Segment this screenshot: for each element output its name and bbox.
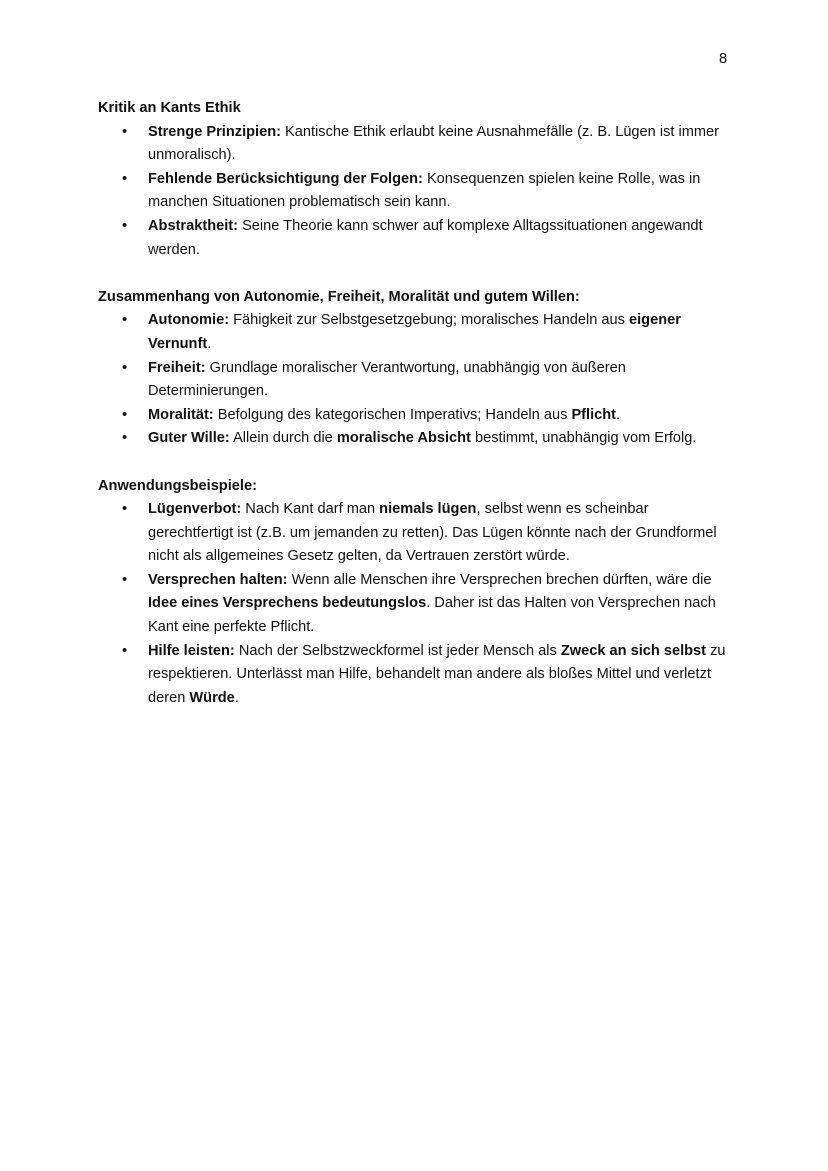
bold-text: Autonomie: <box>148 312 230 329</box>
list-item <box>98 569 738 640</box>
bold-text: Moralität: <box>148 406 214 423</box>
section-heading: Zusammenhang von Autonomie, Freiheit, Moralität und gutem Willen: <box>98 288 580 305</box>
list-item <box>98 309 738 356</box>
text: Allein durch die <box>229 430 337 447</box>
text: . Daher ist das Halten von Versprechen nach Kant eine perfekte Pflicht. <box>148 595 716 636</box>
bold-text: niemals lügen <box>379 501 477 518</box>
bold-text: Pflicht <box>571 406 617 423</box>
text: , selbst wenn es scheinbar gerechtfertigt ist (z.B. um jemanden zu retten). Das Lügen könnte nach der Grundformel nicht als allgemeines Gesetz gelten, da Vertrauen zerstört würde. <box>148 501 717 565</box>
section <box>98 475 738 711</box>
list-item <box>98 427 738 451</box>
bold-text: Idee eines Versprechens bedeutungslos <box>148 595 427 612</box>
bold-text: Abstraktheit: <box>148 217 239 234</box>
text: . <box>616 406 621 423</box>
bold-text: Lügenverbot: <box>148 501 242 518</box>
document-body <box>98 97 738 734</box>
bold-text: moralische Absicht <box>336 430 471 447</box>
list-item <box>98 404 738 428</box>
text: Fähigkeit zur Selbstgesetzgebung; moralisches Handeln aus <box>229 312 630 329</box>
bold-text: Guter Wille: <box>148 430 230 447</box>
bullet-icon: • <box>122 642 128 659</box>
bullet-icon: • <box>122 501 128 518</box>
text: bestimmt, unabhängig vom Erfolg. <box>470 430 697 447</box>
text: Nach der Selbstzweckformel ist jeder Mensch als <box>234 642 561 659</box>
text: Seine Theorie kann schwer auf komplexe Alltagssituationen angewandt werden. <box>148 217 703 258</box>
bullet-list <box>98 498 738 710</box>
list-item <box>98 498 738 569</box>
bullet-icon: • <box>122 571 128 588</box>
section <box>98 286 738 451</box>
section-heading: Kritik an Kants Ethik <box>98 100 241 116</box>
list-item <box>98 357 738 404</box>
bullet-icon: • <box>122 123 128 140</box>
text: Wenn alle Menschen ihre Versprechen brechen dürften, wäre die <box>287 571 712 588</box>
text: zu respektieren. Unterlässt man Hilfe, behandelt man andere als bloßes Mittel und verletzt deren <box>148 642 726 706</box>
text: Befolgung des kategorischen Imperativs; Handeln aus <box>213 406 572 423</box>
bullet-icon: • <box>122 406 128 423</box>
bullet-icon: • <box>122 312 128 329</box>
list-item <box>98 215 738 262</box>
section <box>98 97 738 262</box>
text: Konsequenzen spielen keine Rolle, was in manchen Situationen problematisch sein kann. <box>148 170 701 211</box>
page-number: 8 <box>719 51 728 67</box>
bullet-icon: • <box>122 430 128 447</box>
list-item <box>98 640 738 711</box>
bullet-icon: • <box>122 217 128 234</box>
bold-text: Zweck an sich selbst <box>560 642 707 659</box>
text: Kantische Ethik erlaubt keine Ausnahmefälle (z. B. Lügen ist immer unmoralisch). <box>148 123 720 164</box>
text: Grundlage moralischer Verantwortung, unabhängig von äußeren Determinierungen. <box>148 359 626 400</box>
bold-text: Versprechen halten: <box>148 571 288 588</box>
bold-text: Würde <box>189 689 235 706</box>
bold-text: Hilfe leisten: <box>148 642 235 659</box>
bold-text: Fehlende Berücksichtigung der Folgen: <box>148 170 423 187</box>
text: . <box>207 335 212 352</box>
text: . <box>234 689 239 706</box>
bullet-icon: • <box>122 359 128 376</box>
list-item <box>98 168 738 215</box>
bold-text: Strenge Prinzipien: <box>148 123 281 140</box>
bold-text: eigener Vernunft <box>148 312 681 352</box>
bullet-list <box>98 121 738 263</box>
bold-text: Freiheit: <box>148 359 206 376</box>
bullet-icon: • <box>122 170 128 187</box>
text: Nach Kant darf man <box>241 501 380 518</box>
bullet-list <box>98 309 738 451</box>
section-heading: Anwendungsbeispiele: <box>98 477 257 494</box>
list-item <box>98 121 738 168</box>
